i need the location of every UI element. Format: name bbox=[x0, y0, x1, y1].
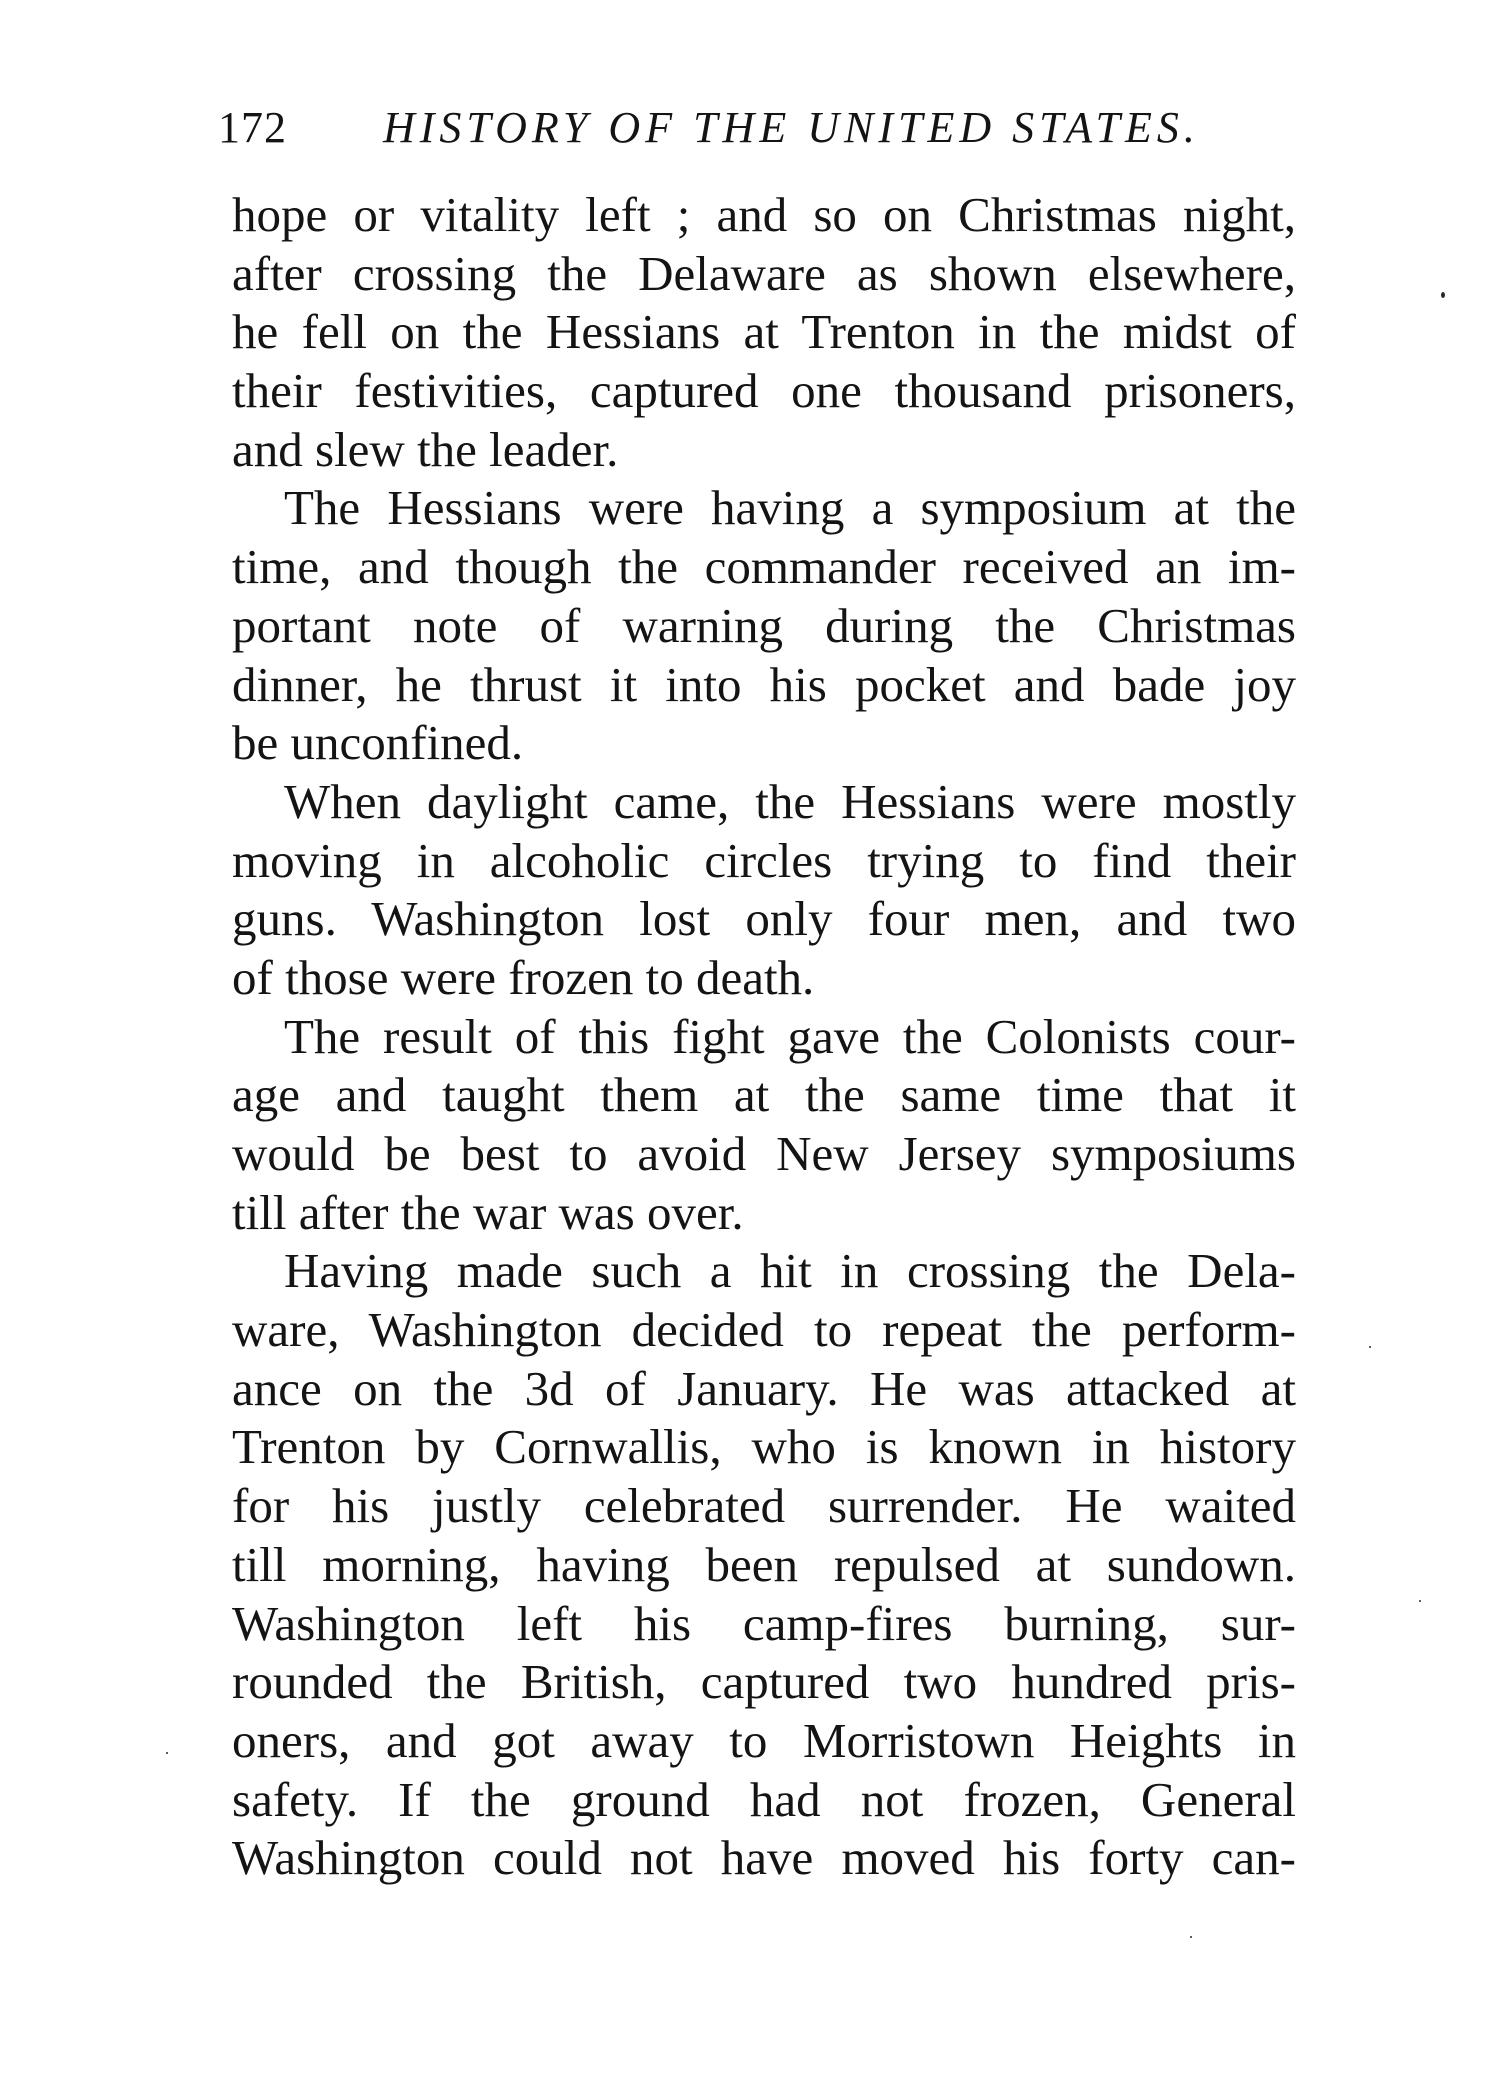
print-speck bbox=[1190, 1936, 1192, 1938]
text-line: moving in alcoholic circles trying to find their bbox=[232, 832, 1296, 888]
text-line: hope or vitality left ; and so on Christmas night, bbox=[232, 187, 1296, 242]
print-speck bbox=[1419, 1600, 1421, 1602]
print-speck bbox=[1369, 1346, 1371, 1348]
text-line: after crossing the Delaware as shown elsewhere, bbox=[232, 245, 1296, 301]
print-speck bbox=[1441, 292, 1445, 298]
text-line: be unconfined. bbox=[232, 715, 524, 771]
text-line: The result of this fight gave the Colonists cour- bbox=[284, 1008, 1296, 1064]
text-line: their festivities, captured one thousand prisoners, bbox=[232, 363, 1296, 419]
text-line: he fell on the Hessians at Trenton in the midst of bbox=[232, 304, 1296, 360]
page-number: 172 bbox=[218, 103, 287, 152]
text-line: dinner, he thrust it into his pocket and bade joy bbox=[232, 656, 1296, 712]
text-line: Washington left his camp-fires burning, sur- bbox=[232, 1595, 1296, 1651]
text-line: Trenton by Cornwallis, who is known in history bbox=[232, 1419, 1296, 1475]
text-line: Having made such a hit in crossing the Dela- bbox=[284, 1243, 1296, 1299]
text-line: time, and though the commander received an im- bbox=[232, 539, 1296, 595]
text-line: rounded the British, captured two hundred pris- bbox=[232, 1654, 1296, 1710]
text-line: safety. If the ground had not frozen, General bbox=[232, 1771, 1296, 1827]
text-line: ance on the 3d of January. He was attacked at bbox=[232, 1360, 1296, 1416]
text-line: till after the war was over. bbox=[232, 1184, 744, 1240]
text-line: When daylight came, the Hessians were mostly bbox=[284, 773, 1296, 829]
text-line: age and taught them at the same time that it bbox=[232, 1067, 1296, 1123]
print-speck bbox=[166, 1752, 168, 1754]
running-head bbox=[218, 98, 1298, 158]
text-line: would be best to avoid New Jersey symposiums bbox=[232, 1126, 1296, 1181]
text-line: portant note of warning during the Christmas bbox=[232, 597, 1296, 653]
text-line: oners, and got away to Morristown Heights in bbox=[232, 1712, 1296, 1768]
body-text bbox=[232, 186, 1296, 1888]
text-line: for his justly celebrated surrender. He waited bbox=[232, 1478, 1296, 1534]
text-line: Washington could not have moved his forty can- bbox=[232, 1830, 1296, 1886]
text-line: of those were frozen to death. bbox=[232, 949, 815, 1005]
text-line: guns. Washington lost only four men, and two bbox=[232, 891, 1296, 947]
text-line: and slew the leader. bbox=[232, 421, 619, 477]
text-line: till morning, having been repulsed at sundown. bbox=[232, 1536, 1296, 1592]
text-line: The Hessians were having a symposium at the bbox=[284, 480, 1296, 536]
text-line: ware, Washington decided to repeat the perform- bbox=[232, 1302, 1296, 1358]
running-title: HISTORY OF THE UNITED STATES. bbox=[383, 103, 1200, 152]
